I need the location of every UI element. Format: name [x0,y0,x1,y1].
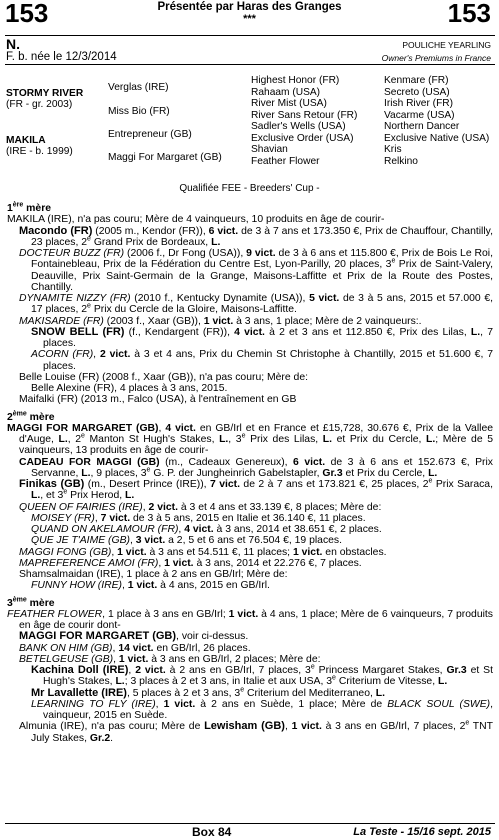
produce-entry: QUEEN OF FAIRIES (IRE), 2 vict. à 3 et 4 ans et 33.139 €, 8 places; Mère de: [19,501,382,513]
pedigree-gen3: Sadler's Wells (USA) [251,121,346,132]
pedigree-gen2: Miss Bio (FR) [108,106,170,117]
lot-number-left: 153 [5,0,49,28]
produce-entry: DYNAMITE NIZZY (FR) (2010 f., Kentucky Dynamite (USA)), 5 vict. de 3 à 5 ans, 2015 et 57.000 €, 17 places, 2e Prix du Cercle de la Gloire, Maisons-Laffitte. [19,293,493,316]
produce-entry: QUAND ON AKELAMOUR (FR), 4 vict. à 3 ans, 2014 et 38.651 €, 2 places. [31,524,382,535]
produce-entry: BETELGEUSE (GB), 1 vict. à 3 ans en GB/Irl, 2 places; Mère de: [19,653,321,665]
produce-entry: MAGGI FONG (GB), 1 vict. à 3 ans et 54.511 €, 11 places; 1 vict. en obstacles. [19,546,387,558]
horse-name: N. [6,36,20,52]
produce-entry: MAKISARDE (FR) (2003 f., Xaar (GB)), 1 vict. à 3 ans, 1 place; Mère de 2 vainqueurs:. [19,315,422,327]
pedigree-gen4: Exclusive Native (USA) [384,132,490,144]
section-heading-2: 2ème mère [7,410,55,423]
lot-number-right: 153 [447,0,491,28]
top-rule [5,35,495,36]
produce-entry: ACORN (FR), 2 vict. à 3 et 4 ans, Prix du Chemin St Christophe à Chantilly, 2015 et 51.600 €, 7 places. [31,349,493,372]
produce-entry: QUE JE T'AIME (GB), 3 vict. a 2, 5 et 6 ans et 76.504 €, 19 places. [31,535,343,547]
pedigree-gen3: Shavian [251,144,288,155]
produce-entry: Mr Lavallette (IRE), 5 places à 2 et 3 ans, 3e Criterium del Mediterraneo, L. [31,686,385,699]
pedigree-gen3: Exclusive Order (USA) [251,132,354,144]
produce-entry: Macondo (FR) (2005 m., Kendor (FR)), 6 vict. de 3 à 7 ans et 173.350 €, Prix de Chauffour, Chantilly, 23 places, 2e Grand Prix de Bordeaux, L. [19,224,493,248]
dam-info: (IRE - b. 1999) [6,146,73,157]
pedigree-gen4: Northern Dancer [384,121,460,132]
owners-premium: Owner's Premiums in France [381,53,491,63]
produce-entry: Belle Louise (FR) (2008 f., Xaar (GB)), n'a pas couru; Mère de: [19,371,309,383]
produce-entry: Belle Alexine (FR), 4 places à 3 ans, 2015. [31,383,228,394]
sire-info: (FR - gr. 2003) [6,99,73,110]
pedigree-gen2: Maggi For Margaret (GB) [108,152,222,163]
section-heading-1: 1ère mère [7,201,52,214]
catalogue-body [7,203,493,744]
horse-birth: F. b. née le 12/3/2014 [6,51,117,63]
pedigree-gen4: Kris [384,144,402,155]
pedigree-gen4: Irish River (FR) [384,98,454,109]
stars: *** [243,13,256,25]
pedigree-gen4: Relkino [384,155,418,167]
dam-name: MAKILA [6,135,46,146]
consignor-line: Présentée par Haras des Granges [157,1,342,13]
produce-entry: DOCTEUR BUZZ (FR) (2006 f., Dr Fong (USA)), 9 vict. de 3 à 6 ans et 115.800 €, Prix de Bois Le Roi, Fontainebleau, Prix de la Fédération du Centre Est, Lyon-Parilly, 20 places, 3e Prix de Saint-Valery, Deauville, Prix Saint-Germain de la Grange, Maisons-Laffitte et Prix de la Route des Postes, Chantilly. [19,248,493,293]
lot-header [0,0,499,36]
produce-entry: BANK ON HIM (GB), 14 vict. en GB/Irl, 26 places. [19,642,251,654]
pedigree-gen2: Entrepreneur (GB) [108,129,192,140]
produce-entry: MAGGI FOR MARGARET (GB), voir ci-dessus. [19,630,249,643]
produce-entry: LEARNING TO FLY (IRE), 1 vict. à 2 ans en Suède, 1 place; Mère de BLACK SOUL (SWE), vainqueur, 2015 en Suède. [31,698,494,721]
dam-entry: FEATHER FLOWER, 1 place à 3 ans en GB/Irl; 1 vict. à 4 ans, 1 place; Mère de 6 vainqueurs, 7 produits en âge de courir dont- [7,608,493,631]
pedigree-rule [5,64,495,65]
produce-entry: CADEAU FOR MAGGI (GB) (m., Cadeaux Genereux), 6 vict. de 3 à 6 ans et 152.673 €, Prix Servanne, L., 9 places, 3e G. P. der Jungheinrich Gabelstapler, Gr.3 et Prix du Cercle, L. [19,456,494,479]
box-number: Box 84 [192,825,232,839]
produce-entry: SNOW BELL (FR) (f., Kendargent (FR)), 4 vict. à 2 et 3 ans et 112.850 €, Prix des Lilas, L., 7 places. [31,325,494,349]
pedigree-gen4: Vacarme (USA) [384,109,455,121]
produce-entry: MOISEY (FR), 7 vict. de 3 à 5 ans, 2015 en Italie et 36.140 €, 11 places. [31,512,366,524]
pedigree-gen3: Feather Flower [251,155,320,167]
section-heading-3: 3ème mère [7,596,55,609]
dam-entry: MAKILA (IRE), n'a pas couru; Mère de 4 vainqueurs, 10 produits en âge de courir- [7,214,385,226]
produce-entry: Maifalki (FR) (2013 m., Falco (USA), à l'entraînement en GB [19,394,297,406]
produce-entry: Finikas (GB) (m., Desert Prince (IRE)), 7 vict. de 2 à 7 ans et 173.821 €, 25 places, 2e Prix Saraca, L., et 3e Prix Herod, L. [19,477,493,502]
pedigree-gen2: Verglas (IRE) [108,82,169,93]
produce-entry: FUNNY HOW (IRE), 1 vict. à 4 ans, 2015 en GB/Irl. [31,580,270,592]
page-footer [0,824,499,840]
pedigree-gen3: Highest Honor (FR) [251,75,340,86]
produce-entry: Kachina Doll (IRE), 2 vict. à 2 ans en GB/Irl, 7 places, 3e Princess Margaret Stakes, Gr.3 et St Hugh's Stakes, L.; 3 places à 2 et 3 ans, in Italie et aux USA, 3e Criterium de Vitesse, L. [31,663,493,688]
pedigree-gen3: River Sans Retour (FR) [251,109,358,121]
pedigree-gen3: River Mist (USA) [251,98,327,109]
horse-sex: POULICHE YEARLING [402,40,491,50]
produce-entry: Almunia (IRE), n'a pas couru; Mère de Lewisham (GB), 1 vict. à 3 ans en GB/Irl, 7 places, 2e TNT July Stakes, Gr.2. [19,719,494,744]
qualification-line: Qualifiée FEE - Breeders' Cup - [179,183,320,194]
pedigree-gen3: Rahaam (USA) [251,86,321,98]
pedigree-gen4: Secreto (USA) [384,86,450,98]
dam-entry: MAGGI FOR MARGARET (GB), 4 vict. en GB/Irl et en France et £15,728, 30.676 €, Prix de la Vallee d'Auge, L., 2e Manton St Hugh's Stakes, L., 3e Prix des Lilas, L. et Prix du Cercle, L.; Mère de 5 vainqueurs, 13 produits en âge de courir- [7,422,493,457]
produce-entry: Shamsalmaidan (IRE), 1 place à 2 ans en GB/Irl; Mère de: [19,569,288,580]
pedigree-gen4: Kenmare (FR) [384,75,449,86]
sale-name: La Teste - 15/16 sept. 2015 [353,826,491,838]
produce-entry: MAPREFERENCE AMOI (FR), 1 vict. à 3 ans, 2014 et 22.276 €, 7 places. [19,557,362,569]
sire-name: STORMY RIVER [6,88,84,99]
